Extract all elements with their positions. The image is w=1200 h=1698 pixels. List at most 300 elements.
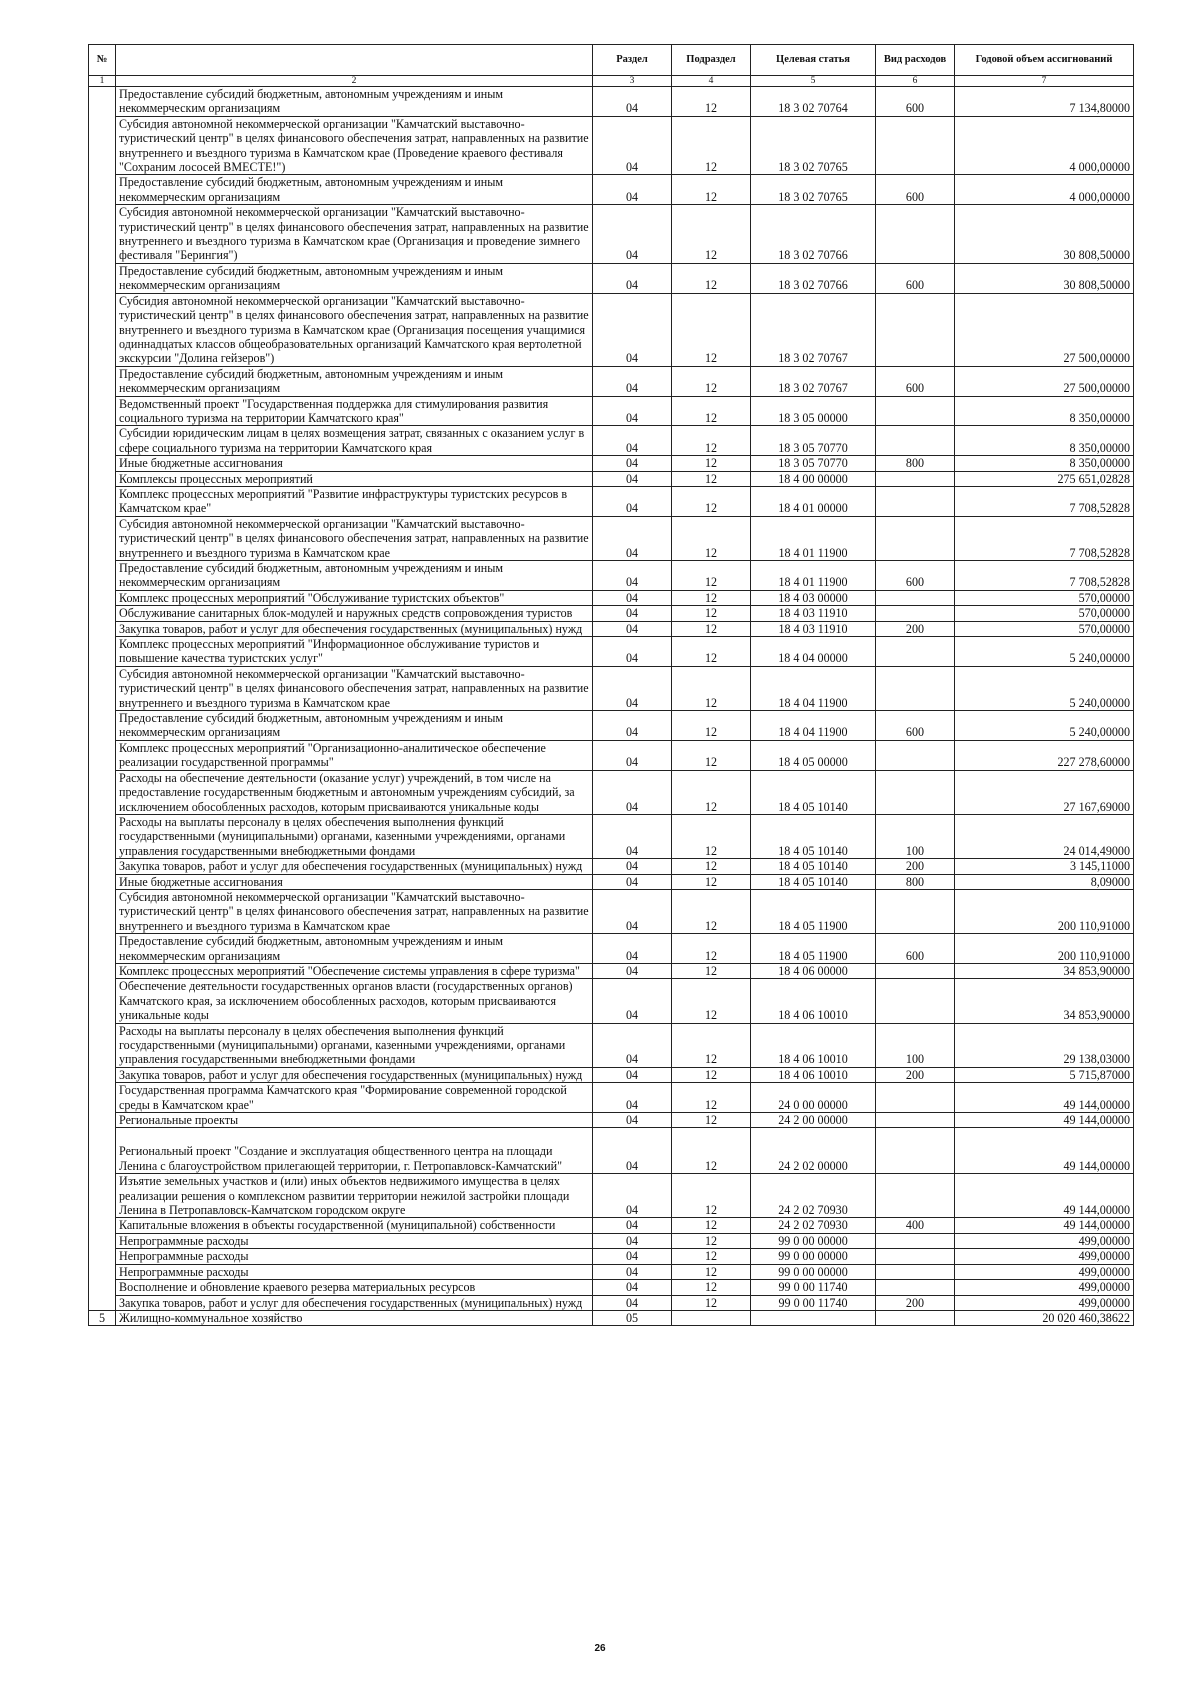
amount-cell: 7 708,52828: [955, 516, 1134, 560]
amount-cell: 570,00000: [955, 621, 1134, 636]
row-number-cell: [89, 637, 116, 667]
expense-type-cell: 800: [876, 456, 955, 471]
item-name-cell: Региональные проекты: [116, 1113, 593, 1128]
column-number: 4: [672, 76, 751, 87]
row-number-cell: [89, 1280, 116, 1295]
target-article-cell: 18 4 04 00000: [751, 637, 876, 667]
item-name-cell: Непрограммные расходы: [116, 1264, 593, 1279]
amount-cell: 8 350,00000: [955, 426, 1134, 456]
podrazdel-cell: 12: [672, 621, 751, 636]
expense-type-cell: 400: [876, 1218, 955, 1233]
target-article-cell: 18 4 06 00000: [751, 963, 876, 978]
row-number-cell: [89, 1023, 116, 1067]
amount-cell: 49 144,00000: [955, 1083, 1134, 1113]
podrazdel-cell: 12: [672, 116, 751, 175]
table-row: [89, 606, 1134, 621]
amount-cell: 30 808,50000: [955, 263, 1134, 293]
target-article-cell: 18 3 05 70770: [751, 456, 876, 471]
razdel-cell: 04: [593, 561, 672, 591]
target-article-cell: 18 3 02 70767: [751, 366, 876, 396]
razdel-cell: 04: [593, 934, 672, 964]
target-article-cell: 18 3 02 70765: [751, 116, 876, 175]
razdel-cell: 04: [593, 456, 672, 471]
razdel-cell: 04: [593, 516, 672, 560]
razdel-cell: 04: [593, 116, 672, 175]
expense-type-cell: [876, 1083, 955, 1113]
expense-type-cell: 600: [876, 87, 955, 117]
item-name-cell: Комплекс процессных мероприятий "Развитие инфраструктуры туристских ресурсов в Камчатском крае": [116, 486, 593, 516]
razdel-cell: 04: [593, 426, 672, 456]
razdel-cell: 04: [593, 87, 672, 117]
podrazdel-cell: 12: [672, 516, 751, 560]
expense-type-cell: [876, 637, 955, 667]
expense-type-cell: 100: [876, 814, 955, 858]
row-number-cell: [89, 366, 116, 396]
table-row: [89, 426, 1134, 456]
item-name-cell: Расходы на выплаты персоналу в целях обеспечения выполнения функций государственными (муниципальными) органами, казенными учреждениями, органами управления государственными внебюджетными фондами: [116, 814, 593, 858]
row-number-cell: [89, 1174, 116, 1218]
podrazdel-cell: 12: [672, 874, 751, 889]
row-number-cell: [89, 874, 116, 889]
target-article-cell: 24 2 02 00000: [751, 1128, 876, 1174]
target-article-cell: 18 3 02 70767: [751, 293, 876, 366]
item-name-cell: Предоставление субсидий бюджетным, автономным учреждениям и иным некоммерческим организациям: [116, 561, 593, 591]
row-number-cell: [89, 979, 116, 1023]
razdel-cell: 04: [593, 1128, 672, 1174]
target-article-cell: 18 3 02 70764: [751, 87, 876, 117]
razdel-cell: 04: [593, 889, 672, 933]
item-name-cell: Закупка товаров, работ и услуг для обеспечения государственных (муниципальных) нужд: [116, 859, 593, 874]
podrazdel-cell: 12: [672, 859, 751, 874]
amount-cell: 49 144,00000: [955, 1218, 1134, 1233]
table-row: [89, 770, 1134, 814]
item-name-cell: Комплекс процессных мероприятий "Обеспечение системы управления в сфере туризма": [116, 963, 593, 978]
amount-cell: 5 240,00000: [955, 666, 1134, 710]
amount-cell: 7 708,52828: [955, 486, 1134, 516]
podrazdel-cell: 12: [672, 175, 751, 205]
expense-type-cell: 600: [876, 711, 955, 741]
item-name-cell: Иные бюджетные ассигнования: [116, 874, 593, 889]
target-article-cell: 99 0 00 00000: [751, 1233, 876, 1248]
podrazdel-cell: 12: [672, 979, 751, 1023]
table-row: [89, 561, 1134, 591]
target-article-cell: 18 3 05 00000: [751, 396, 876, 426]
item-name-cell: Жилищно-коммунальное хозяйство: [116, 1310, 593, 1325]
row-number-cell: [89, 426, 116, 456]
razdel-cell: 04: [593, 666, 672, 710]
amount-cell: 34 853,90000: [955, 979, 1134, 1023]
razdel-cell: 04: [593, 590, 672, 605]
target-article-cell: 18 4 06 10010: [751, 979, 876, 1023]
table-row: [89, 1067, 1134, 1082]
table-row: [89, 889, 1134, 933]
item-name-cell: Капитальные вложения в объекты государственной (муниципальной) собственности: [116, 1218, 593, 1233]
target-article-cell: 24 2 02 70930: [751, 1174, 876, 1218]
razdel-cell: 04: [593, 205, 672, 264]
amount-cell: 4 000,00000: [955, 116, 1134, 175]
target-article-cell: 18 4 03 11910: [751, 621, 876, 636]
row-number-cell: [89, 486, 116, 516]
target-article-cell: 18 4 05 10140: [751, 814, 876, 858]
item-name-cell: Субсидия автономной некоммерческой организации "Камчатский выставочно-туристический центр" в целях финансового обеспечения затрат, направленных на развитие внутреннего и въездного туризма в Камчатском крае: [116, 516, 593, 560]
expense-type-cell: [876, 666, 955, 710]
row-number-cell: [89, 293, 116, 366]
row-number-cell: [89, 1113, 116, 1128]
target-article-cell: 99 0 00 11740: [751, 1295, 876, 1310]
podrazdel-cell: 12: [672, 934, 751, 964]
item-name-cell: Предоставление субсидий бюджетным, автономным учреждениям и иным некоммерческим организациям: [116, 87, 593, 117]
table-row: [89, 263, 1134, 293]
amount-cell: 49 144,00000: [955, 1174, 1134, 1218]
razdel-cell: 04: [593, 1295, 672, 1310]
amount-cell: 5 240,00000: [955, 637, 1134, 667]
podrazdel-cell: 12: [672, 1113, 751, 1128]
podrazdel-cell: [672, 1310, 751, 1325]
table-row: [89, 456, 1134, 471]
table-row: [89, 1083, 1134, 1113]
razdel-cell: 04: [593, 1249, 672, 1264]
table-row: [89, 814, 1134, 858]
podrazdel-cell: 12: [672, 1280, 751, 1295]
table-row: [89, 1280, 1134, 1295]
expense-type-cell: [876, 426, 955, 456]
podrazdel-cell: 12: [672, 889, 751, 933]
expense-type-cell: [876, 1113, 955, 1128]
expense-type-cell: [876, 770, 955, 814]
razdel-cell: 04: [593, 859, 672, 874]
item-name-cell: Иные бюджетные ассигнования: [116, 456, 593, 471]
target-article-cell: 18 4 06 10010: [751, 1067, 876, 1082]
item-name-cell: Субсидия автономной некоммерческой организации "Камчатский выставочно-туристический центр" в целях финансового обеспечения затрат, направленных на развитие внутреннего и въездного туризма в Камчатском крае: [116, 666, 593, 710]
header-number: №: [89, 45, 116, 76]
item-name-cell: Предоставление субсидий бюджетным, автономным учреждениям и иным некоммерческим организациям: [116, 263, 593, 293]
item-name-cell: Государственная программа Камчатского края "Формирование современной городской среды в Камчатском крае": [116, 1083, 593, 1113]
row-number-cell: [89, 1233, 116, 1248]
expense-type-cell: 600: [876, 263, 955, 293]
amount-cell: 34 853,90000: [955, 963, 1134, 978]
podrazdel-cell: 12: [672, 963, 751, 978]
table-row: [89, 293, 1134, 366]
amount-cell: 8,09000: [955, 874, 1134, 889]
column-number: 7: [955, 76, 1134, 87]
amount-cell: 4 000,00000: [955, 175, 1134, 205]
header-name: [116, 45, 593, 76]
row-number-cell: [89, 606, 116, 621]
amount-cell: 570,00000: [955, 606, 1134, 621]
podrazdel-cell: 12: [672, 366, 751, 396]
item-name-cell: Непрограммные расходы: [116, 1233, 593, 1248]
expense-type-cell: [876, 1233, 955, 1248]
amount-cell: 27 500,00000: [955, 366, 1134, 396]
item-name-cell: Комплекс процессных мероприятий "Организационно-аналитическое обеспечение реализации государственной программы": [116, 740, 593, 770]
table-row: [89, 1295, 1134, 1310]
amount-cell: 499,00000: [955, 1264, 1134, 1279]
target-article-cell: 18 4 01 11900: [751, 516, 876, 560]
item-name-cell: Закупка товаров, работ и услуг для обеспечения государственных (муниципальных) нужд: [116, 1067, 593, 1082]
amount-cell: 27 167,69000: [955, 770, 1134, 814]
amount-cell: 200 110,91000: [955, 889, 1134, 933]
amount-cell: 29 138,03000: [955, 1023, 1134, 1067]
expense-type-cell: [876, 1310, 955, 1325]
column-number-row: [89, 76, 1134, 87]
table-row: [89, 205, 1134, 264]
podrazdel-cell: 12: [672, 263, 751, 293]
table-row: [89, 963, 1134, 978]
expense-type-cell: [876, 606, 955, 621]
table-row: [89, 116, 1134, 175]
table-body: [89, 87, 1134, 1326]
target-article-cell: [751, 1310, 876, 1325]
podrazdel-cell: 12: [672, 486, 751, 516]
expense-type-cell: [876, 1174, 955, 1218]
item-name-cell: Восполнение и обновление краевого резерва материальных ресурсов: [116, 1280, 593, 1295]
row-number-cell: [89, 740, 116, 770]
table-row: [89, 934, 1134, 964]
expense-type-cell: 600: [876, 934, 955, 964]
amount-cell: 7 134,80000: [955, 87, 1134, 117]
budget-table-sheet: [88, 44, 1133, 1326]
amount-cell: 7 708,52828: [955, 561, 1134, 591]
expense-type-cell: [876, 979, 955, 1023]
amount-cell: 49 144,00000: [955, 1113, 1134, 1128]
item-name-cell: Изъятие земельных участков и (или) иных объектов недвижимого имущества в целях реализации решения о комплексном развитии территории нежилой застройки площади Ленина в Петропавловск-Камчатском городском округе: [116, 1174, 593, 1218]
row-number-cell: [89, 859, 116, 874]
table-row: [89, 666, 1134, 710]
razdel-cell: 04: [593, 874, 672, 889]
header-target-article: Целевая статья: [751, 45, 876, 76]
table-row: [89, 175, 1134, 205]
item-name-cell: Субсидия автономной некоммерческой организации "Камчатский выставочно-туристический центр" в целях финансового обеспечения затрат, направленных на развитие внутреннего и въездного туризма в Камчатском крае (Организация и проведение зимнего фестиваля "Берингия"): [116, 205, 593, 264]
row-number-cell: [89, 205, 116, 264]
amount-cell: 499,00000: [955, 1249, 1134, 1264]
target-article-cell: 99 0 00 00000: [751, 1264, 876, 1279]
row-number-cell: [89, 561, 116, 591]
target-article-cell: 18 4 05 11900: [751, 889, 876, 933]
razdel-cell: 04: [593, 471, 672, 486]
podrazdel-cell: 12: [672, 1067, 751, 1082]
page-number: 26: [594, 1643, 606, 1654]
amount-cell: 20 020 460,38622: [955, 1310, 1134, 1325]
table-row: [89, 1233, 1134, 1248]
expense-type-cell: 100: [876, 1023, 955, 1067]
column-number: 2: [116, 76, 593, 87]
podrazdel-cell: 12: [672, 590, 751, 605]
table-row: [89, 516, 1134, 560]
amount-cell: 49 144,00000: [955, 1128, 1134, 1174]
table-row: [89, 87, 1134, 117]
target-article-cell: 18 3 02 70766: [751, 263, 876, 293]
table-row: [89, 1310, 1134, 1325]
podrazdel-cell: 12: [672, 1023, 751, 1067]
target-article-cell: 18 4 00 00000: [751, 471, 876, 486]
expense-type-cell: [876, 1280, 955, 1295]
item-name-cell: Закупка товаров, работ и услуг для обеспечения государственных (муниципальных) нужд: [116, 1295, 593, 1310]
expense-type-cell: [876, 1264, 955, 1279]
podrazdel-cell: 12: [672, 561, 751, 591]
podrazdel-cell: 12: [672, 1264, 751, 1279]
item-name-cell: Комплексы процессных мероприятий: [116, 471, 593, 486]
amount-cell: 227 278,60000: [955, 740, 1134, 770]
header-podrazdel: Подраздел: [672, 45, 751, 76]
target-article-cell: 24 0 00 00000: [751, 1083, 876, 1113]
razdel-cell: 04: [593, 175, 672, 205]
podrazdel-cell: 12: [672, 1174, 751, 1218]
target-article-cell: 24 2 02 70930: [751, 1218, 876, 1233]
target-article-cell: 18 4 05 10140: [751, 770, 876, 814]
expense-type-cell: [876, 740, 955, 770]
podrazdel-cell: 12: [672, 740, 751, 770]
razdel-cell: 05: [593, 1310, 672, 1325]
table-header-row: [89, 45, 1134, 76]
row-number-cell: [89, 87, 116, 117]
razdel-cell: 04: [593, 711, 672, 741]
podrazdel-cell: 12: [672, 471, 751, 486]
expense-type-cell: [876, 205, 955, 264]
target-article-cell: 18 3 05 70770: [751, 426, 876, 456]
item-name-cell: Субсидии юридическим лицам в целях возмещения затрат, связанных с оказанием услуг в сфере социального туризма на территории Камчатского края: [116, 426, 593, 456]
podrazdel-cell: 12: [672, 1218, 751, 1233]
podrazdel-cell: 12: [672, 1249, 751, 1264]
target-article-cell: 18 4 04 11900: [751, 666, 876, 710]
table-row: [89, 366, 1134, 396]
table-row: [89, 979, 1134, 1023]
podrazdel-cell: 12: [672, 205, 751, 264]
razdel-cell: 04: [593, 1233, 672, 1248]
razdel-cell: 04: [593, 979, 672, 1023]
target-article-cell: 18 4 01 11900: [751, 561, 876, 591]
table-row: [89, 621, 1134, 636]
amount-cell: 3 145,11000: [955, 859, 1134, 874]
table-row: [89, 471, 1134, 486]
table-row: [89, 590, 1134, 605]
table-row: [89, 874, 1134, 889]
row-number-cell: [89, 456, 116, 471]
target-article-cell: 99 0 00 11740: [751, 1280, 876, 1295]
target-article-cell: 18 4 04 11900: [751, 711, 876, 741]
razdel-cell: 04: [593, 1067, 672, 1082]
razdel-cell: 04: [593, 1174, 672, 1218]
row-number-cell: [89, 396, 116, 426]
razdel-cell: 04: [593, 263, 672, 293]
header-razdel: Раздел: [593, 45, 672, 76]
expense-type-cell: 200: [876, 859, 955, 874]
podrazdel-cell: 12: [672, 426, 751, 456]
table-row: [89, 1174, 1134, 1218]
expense-type-cell: [876, 486, 955, 516]
expense-type-cell: [876, 1249, 955, 1264]
row-number-cell: [89, 471, 116, 486]
amount-cell: 200 110,91000: [955, 934, 1134, 964]
expense-type-cell: 800: [876, 874, 955, 889]
expense-type-cell: [876, 963, 955, 978]
podrazdel-cell: 12: [672, 711, 751, 741]
table-row: [89, 637, 1134, 667]
row-number-cell: [89, 516, 116, 560]
amount-cell: 5 715,87000: [955, 1067, 1134, 1082]
item-name-cell: Расходы на выплаты персоналу в целях обеспечения выполнения функций государственными (муниципальными) органами, казенными учреждениями, органами управления государственными внебюджетными фондами: [116, 1023, 593, 1067]
item-name-cell: Региональный проект "Создание и эксплуатация общественного центра на площади Ленина с благоустройством прилегающей территории, г. Петропавловск-Камчатский": [116, 1128, 593, 1174]
row-number-cell: [89, 814, 116, 858]
podrazdel-cell: 12: [672, 666, 751, 710]
target-article-cell: 18 4 01 00000: [751, 486, 876, 516]
podrazdel-cell: 12: [672, 1083, 751, 1113]
table-row: [89, 1249, 1134, 1264]
podrazdel-cell: 12: [672, 456, 751, 471]
row-number-cell: [89, 1295, 116, 1310]
amount-cell: 30 808,50000: [955, 205, 1134, 264]
podrazdel-cell: 12: [672, 606, 751, 621]
target-article-cell: 99 0 00 00000: [751, 1249, 876, 1264]
razdel-cell: 04: [593, 366, 672, 396]
target-article-cell: 18 4 03 11910: [751, 606, 876, 621]
razdel-cell: 04: [593, 486, 672, 516]
target-article-cell: 24 2 00 00000: [751, 1113, 876, 1128]
razdel-cell: 04: [593, 770, 672, 814]
amount-cell: 27 500,00000: [955, 293, 1134, 366]
item-name-cell: Предоставление субсидий бюджетным, автономным учреждениям и иным некоммерческим организациям: [116, 366, 593, 396]
amount-cell: 8 350,00000: [955, 456, 1134, 471]
table-row: [89, 740, 1134, 770]
item-name-cell: Расходы на обеспечение деятельности (оказание услуг) учреждений, в том числе на предоставление государственным бюджетным и автономным учреждениям субсидий, за исключением обособленных расходов, которым присваиваются уникальные коды: [116, 770, 593, 814]
table-row: [89, 1023, 1134, 1067]
row-number-cell: [89, 1128, 116, 1174]
row-number-cell: [89, 1218, 116, 1233]
item-name-cell: Комплекс процессных мероприятий "Обслуживание туристских объектов": [116, 590, 593, 605]
target-article-cell: 18 4 06 10010: [751, 1023, 876, 1067]
row-number-cell: [89, 590, 116, 605]
expense-type-cell: 600: [876, 175, 955, 205]
target-article-cell: 18 4 05 10140: [751, 859, 876, 874]
row-number-cell: [89, 1249, 116, 1264]
razdel-cell: 04: [593, 740, 672, 770]
podrazdel-cell: 12: [672, 814, 751, 858]
expense-type-cell: 600: [876, 366, 955, 396]
expense-type-cell: 200: [876, 621, 955, 636]
row-number-cell: [89, 1067, 116, 1082]
row-number-cell: [89, 934, 116, 964]
razdel-cell: 04: [593, 1264, 672, 1279]
razdel-cell: 04: [593, 1280, 672, 1295]
table-row: [89, 1218, 1134, 1233]
column-number: 6: [876, 76, 955, 87]
item-name-cell: Обслуживание санитарных блок-модулей и наружных средств сопровождения туристов: [116, 606, 593, 621]
item-name-cell: Непрограммные расходы: [116, 1249, 593, 1264]
razdel-cell: 04: [593, 1113, 672, 1128]
item-name-cell: Субсидия автономной некоммерческой организации "Камчатский выставочно-туристический центр" в целях финансового обеспечения затрат, направленных на развитие внутреннего и въездного туризма в Камчатском крае: [116, 889, 593, 933]
item-name-cell: Субсидия автономной некоммерческой организации "Камчатский выставочно-туристический центр" в целях финансового обеспечения затрат, направленных на развитие внутреннего и въездного туризма в Камчатском крае (Проведение краевого фестиваля "Сохраним лососей ВМЕСТЕ!"): [116, 116, 593, 175]
amount-cell: 499,00000: [955, 1233, 1134, 1248]
razdel-cell: 04: [593, 814, 672, 858]
row-number-cell: [89, 963, 116, 978]
row-number-cell: [89, 666, 116, 710]
item-name-cell: Ведомственный проект "Государственная поддержка для стимулирования развития социального туризма на территории Камчатского края": [116, 396, 593, 426]
expense-type-cell: [876, 590, 955, 605]
amount-cell: 8 350,00000: [955, 396, 1134, 426]
column-number: 3: [593, 76, 672, 87]
podrazdel-cell: 12: [672, 1295, 751, 1310]
header-expense-type: Вид расходов: [876, 45, 955, 76]
row-number-cell: [89, 770, 116, 814]
target-article-cell: 18 4 05 00000: [751, 740, 876, 770]
expense-type-cell: [876, 293, 955, 366]
header-annual-volume: Годовой объем ассигнований: [955, 45, 1134, 76]
item-name-cell: Предоставление субсидий бюджетным, автономным учреждениям и иным некоммерческим организациям: [116, 934, 593, 964]
row-number-cell: [89, 889, 116, 933]
amount-cell: 499,00000: [955, 1280, 1134, 1295]
expense-type-cell: [876, 116, 955, 175]
razdel-cell: 04: [593, 606, 672, 621]
item-name-cell: Обеспечение деятельности государственных органов власти (государственных органов) Камчатского края, за исключением обособленных расходов, которым присваиваются уникальные коды: [116, 979, 593, 1023]
